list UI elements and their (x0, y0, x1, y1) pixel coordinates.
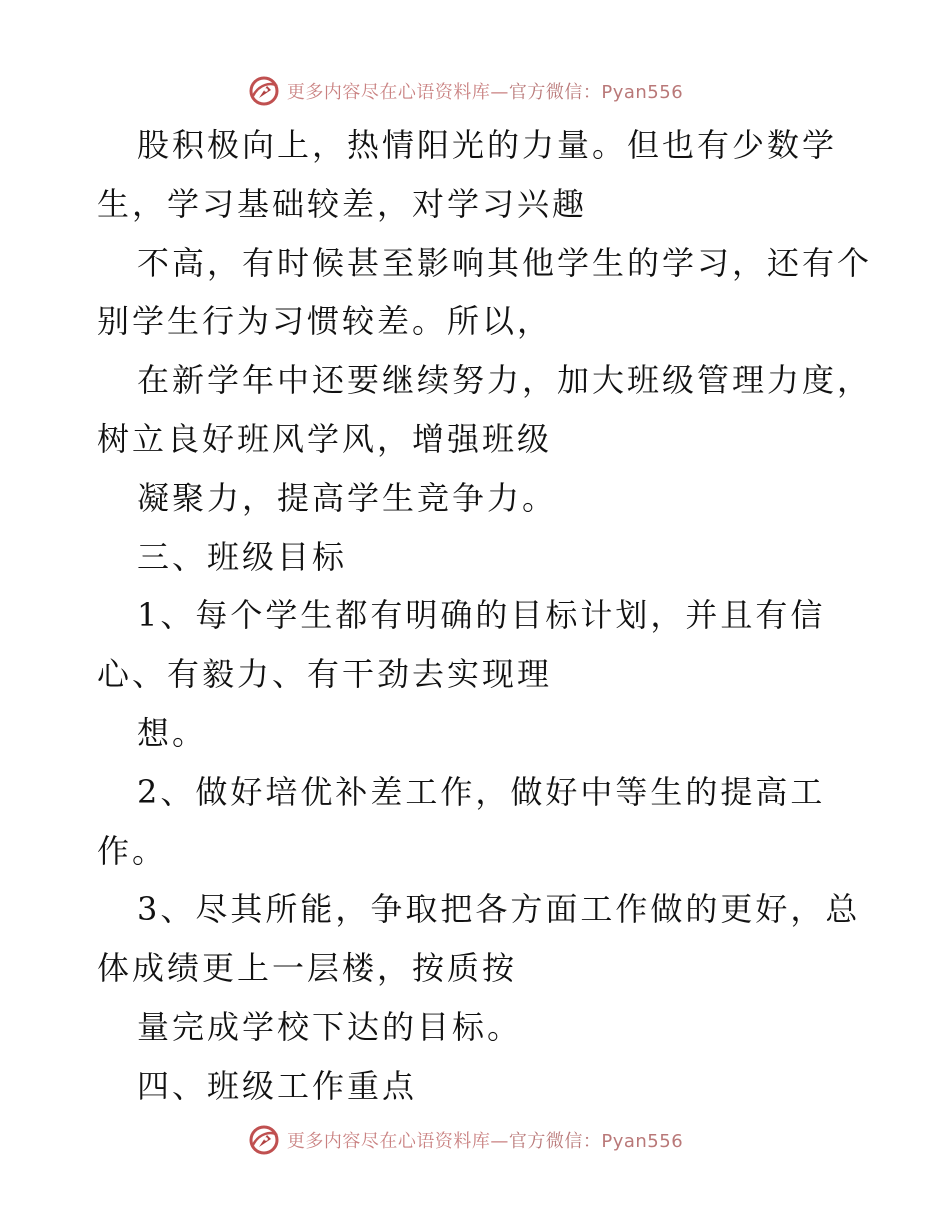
text-line: 生，学习基础较差，对学习兴趣 (97, 184, 588, 223)
header-banner (0, 71, 950, 111)
text-line: 在新学年中还要继续努力，加大班级管理力度， (137, 361, 873, 400)
section-heading: 四、班级工作重点 (137, 1066, 418, 1105)
text-line: 凝聚力，提高学生竞争力。 (137, 478, 558, 517)
text-line: 量完成学校下达的目标。 (137, 1007, 523, 1046)
list-item: 2、做好培优补差工作，做好中等生的提高工 (137, 772, 826, 811)
banner-text: 更多内容尽在心语资料库—官方微信：Pyan556 (286, 82, 684, 103)
list-item: 1、每个学生都有明确的目标计划，并且有信 (137, 596, 826, 635)
text-line: 股积极向上，热情阳光的力量。但也有少数学 (137, 126, 838, 164)
text-line: 心、有毅力、有干劲去实现理 (97, 655, 553, 694)
text-line: 别学生行为习惯较差。所以， (97, 302, 553, 341)
pen-nib-swirl-icon (247, 74, 281, 108)
text-line: 作。 (97, 831, 168, 870)
text-line: 想。 (137, 713, 208, 752)
banner-text: 更多内容尽在心语资料库—官方微信：Pyan556 (286, 1131, 684, 1152)
section-heading: 三、班级目标 (137, 537, 348, 576)
document-body (97, 116, 873, 1116)
footer-banner (0, 1120, 950, 1160)
text-line: 不高，有时候甚至影响其他学生的学习，还有个 (137, 243, 873, 282)
banner-wechat: 官方微信：Pyan556 (508, 1131, 684, 1152)
text-line: 树立良好班风学风，增强班级 (97, 419, 553, 458)
pen-nib-swirl-icon (247, 1123, 281, 1157)
banner-wechat: 官方微信：Pyan556 (508, 82, 684, 103)
text-line: 体成绩更上一层楼，按质按 (97, 949, 518, 988)
list-item: 3、尽其所能，争取把各方面工作做的更好，总 (137, 890, 861, 929)
